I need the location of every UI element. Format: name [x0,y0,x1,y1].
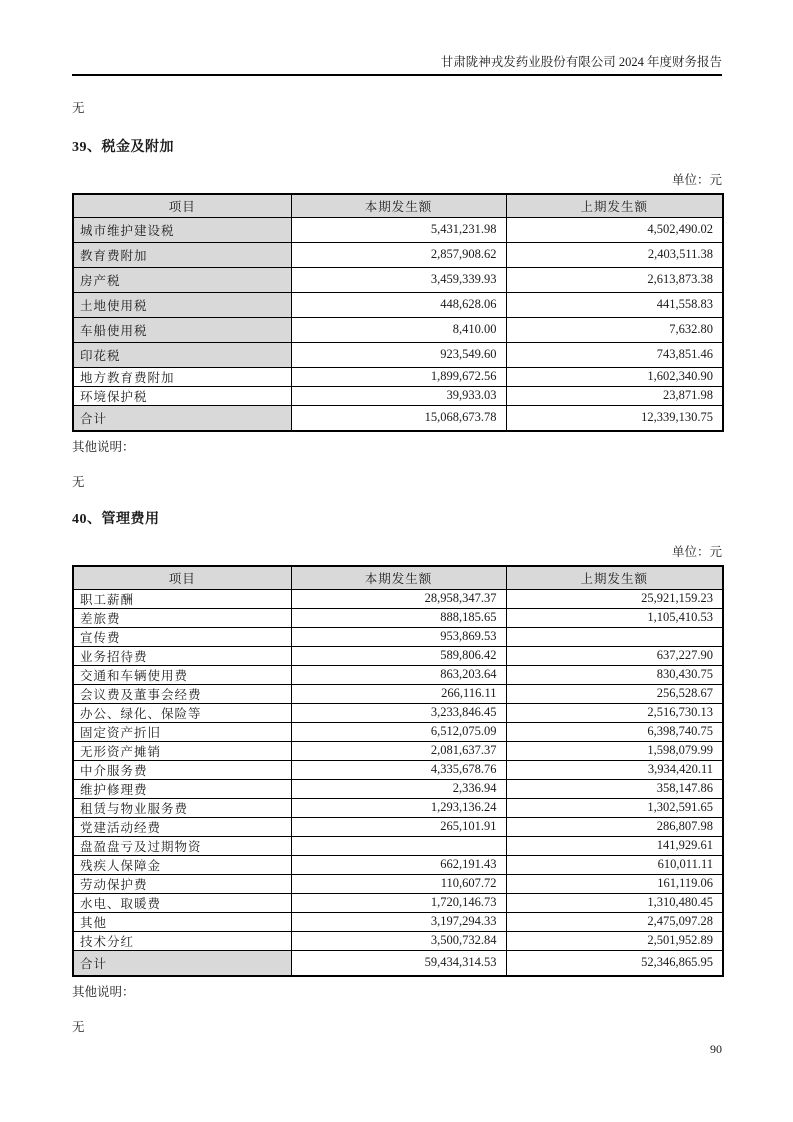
item-cell: 教育费附加 [73,242,291,267]
document-header [72,0,722,76]
current-period-cell: 953,869.53 [291,627,506,646]
top-note: 无 [72,101,85,115]
current-period-cell: 2,336.94 [291,779,506,798]
prior-period-cell: 1,302,591.65 [506,798,723,817]
item-cell: 土地使用税 [73,292,291,317]
item-cell: 办公、绿化、保险等 [73,703,291,722]
item-cell: 房产税 [73,267,291,292]
prior-period-cell: 1,598,079.99 [506,741,723,760]
prior-period-cell: 743,851.46 [506,342,723,367]
prior-period-cell: 141,929.61 [506,836,723,855]
item-cell: 合计 [73,405,291,431]
table-row [73,684,723,703]
prior-period-cell: 2,403,511.38 [506,242,723,267]
table-row [73,217,723,242]
item-cell: 固定资产折旧 [73,722,291,741]
page-content [72,0,722,1035]
table-row [73,608,723,627]
item-cell: 盘盈盘亏及过期物资 [73,836,291,855]
table-row [73,798,723,817]
current-period-cell: 888,185.65 [291,608,506,627]
current-period-cell: 863,203.64 [291,665,506,684]
current-period-cell: 2,857,908.62 [291,242,506,267]
prior-period-cell: 12,339,130.75 [506,405,723,431]
table-row [73,386,723,405]
prior-period-cell: 1,602,340.90 [506,367,723,386]
table-row [73,912,723,931]
page-number: 90 [710,1042,722,1056]
current-period-cell: 3,459,339.93 [291,267,506,292]
prior-period-cell: 441,558.83 [506,292,723,317]
prior-period-cell: 1,105,410.53 [506,608,723,627]
current-period-cell: 3,500,732.84 [291,931,506,950]
item-cell: 水电、取暖费 [73,893,291,912]
table-row [73,342,723,367]
unit-label: 单位：元 [671,545,722,559]
prior-period-cell: 2,475,097.28 [506,912,723,931]
table-total-row [73,405,723,431]
table-row [73,779,723,798]
section-admin-expenses [72,511,722,1035]
current-period-cell: 3,233,846.45 [291,703,506,722]
current-period-cell: 6,512,075.09 [291,722,506,741]
current-period-cell: 39,933.03 [291,386,506,405]
current-period-cell: 448,628.06 [291,292,506,317]
item-cell: 宣传费 [73,627,291,646]
table-row [73,589,723,608]
table-header-row [73,566,723,589]
item-cell: 交通和车辆使用费 [73,665,291,684]
current-period-cell [291,836,506,855]
current-period-cell: 1,720,146.73 [291,893,506,912]
admin-expenses-table [72,565,724,977]
current-period-cell: 265,101.91 [291,817,506,836]
table-header-row [73,194,723,217]
table-row [73,665,723,684]
prior-period-cell: 4,502,490.02 [506,217,723,242]
current-period-cell: 923,549.60 [291,342,506,367]
prior-period-cell: 2,501,952.89 [506,931,723,950]
prior-period-cell: 161,119.06 [506,874,723,893]
item-cell: 会议费及董事会经费 [73,684,291,703]
document-title: 甘肃陇神戎发药业股份有限公司 2024 年度财务报告 [440,55,722,69]
section-taxes-and-surcharges [72,139,722,490]
item-cell: 劳动保护费 [73,874,291,893]
other-note-label: 其他说明： [72,440,135,454]
prior-period-cell: 610,011.11 [506,855,723,874]
prior-period-cell: 1,310,480.45 [506,893,723,912]
column-header: 本期发生额 [291,566,506,589]
item-cell: 中介服务费 [73,760,291,779]
other-note-label: 其他说明： [72,985,135,999]
current-period-cell: 110,607.72 [291,874,506,893]
table-row [73,646,723,665]
table-row [73,292,723,317]
item-cell: 维护修理费 [73,779,291,798]
current-period-cell: 8,410.00 [291,317,506,342]
item-cell: 无形资产摊销 [73,741,291,760]
prior-period-cell: 256,528.67 [506,684,723,703]
prior-period-cell: 23,871.98 [506,386,723,405]
table-row [73,836,723,855]
prior-period-cell: 52,346,865.95 [506,950,723,976]
item-cell: 差旅费 [73,608,291,627]
item-cell: 环境保护税 [73,386,291,405]
table-row [73,317,723,342]
item-cell: 技术分红 [73,931,291,950]
current-period-cell: 4,335,678.76 [291,760,506,779]
prior-period-cell: 6,398,740.75 [506,722,723,741]
current-period-cell: 2,081,637.37 [291,741,506,760]
other-note-value: 无 [72,1020,85,1034]
prior-period-cell: 830,430.75 [506,665,723,684]
table-row [73,267,723,292]
table-total-row [73,950,723,976]
prior-period-cell [506,627,723,646]
table-row [73,760,723,779]
current-period-cell: 3,197,294.33 [291,912,506,931]
taxes-table [72,193,724,432]
table-row [73,817,723,836]
prior-period-cell: 358,147.86 [506,779,723,798]
other-note-value: 无 [72,475,85,489]
item-cell: 业务招待费 [73,646,291,665]
prior-period-cell: 2,516,730.13 [506,703,723,722]
column-header: 本期发生额 [291,194,506,217]
table-row [73,931,723,950]
column-header: 上期发生额 [506,194,723,217]
item-cell: 职工薪酬 [73,589,291,608]
table-row [73,722,723,741]
current-period-cell: 1,899,672.56 [291,367,506,386]
unit-label: 单位：元 [671,173,722,187]
current-period-cell: 266,116.11 [291,684,506,703]
item-cell: 租赁与物业服务费 [73,798,291,817]
item-cell: 党建活动经费 [73,817,291,836]
section-heading: 39、税金及附加 [72,140,174,155]
current-period-cell: 662,191.43 [291,855,506,874]
prior-period-cell: 2,613,873.38 [506,267,723,292]
item-cell: 城市维护建设税 [73,217,291,242]
column-header: 上期发生额 [506,566,723,589]
item-cell: 地方教育费附加 [73,367,291,386]
item-cell: 印花税 [73,342,291,367]
current-period-cell: 589,806.42 [291,646,506,665]
table-row [73,367,723,386]
table-row [73,703,723,722]
item-cell: 残疾人保障金 [73,855,291,874]
current-period-cell: 15,068,673.78 [291,405,506,431]
prior-period-cell: 286,807.98 [506,817,723,836]
prior-period-cell: 7,632.80 [506,317,723,342]
column-header: 项目 [73,194,291,217]
column-header: 项目 [73,566,291,589]
table-row [73,855,723,874]
item-cell: 其他 [73,912,291,931]
table-row [73,741,723,760]
table-row [73,627,723,646]
item-cell: 合计 [73,950,291,976]
table-row [73,874,723,893]
section-heading: 40、管理费用 [72,512,160,527]
prior-period-cell: 637,227.90 [506,646,723,665]
table-row [73,242,723,267]
current-period-cell: 1,293,136.24 [291,798,506,817]
table-row [73,893,723,912]
current-period-cell: 59,434,314.53 [291,950,506,976]
prior-period-cell: 25,921,159.23 [506,589,723,608]
item-cell: 车船使用税 [73,317,291,342]
current-period-cell: 28,958,347.37 [291,589,506,608]
current-period-cell: 5,431,231.98 [291,217,506,242]
prior-period-cell: 3,934,420.11 [506,760,723,779]
